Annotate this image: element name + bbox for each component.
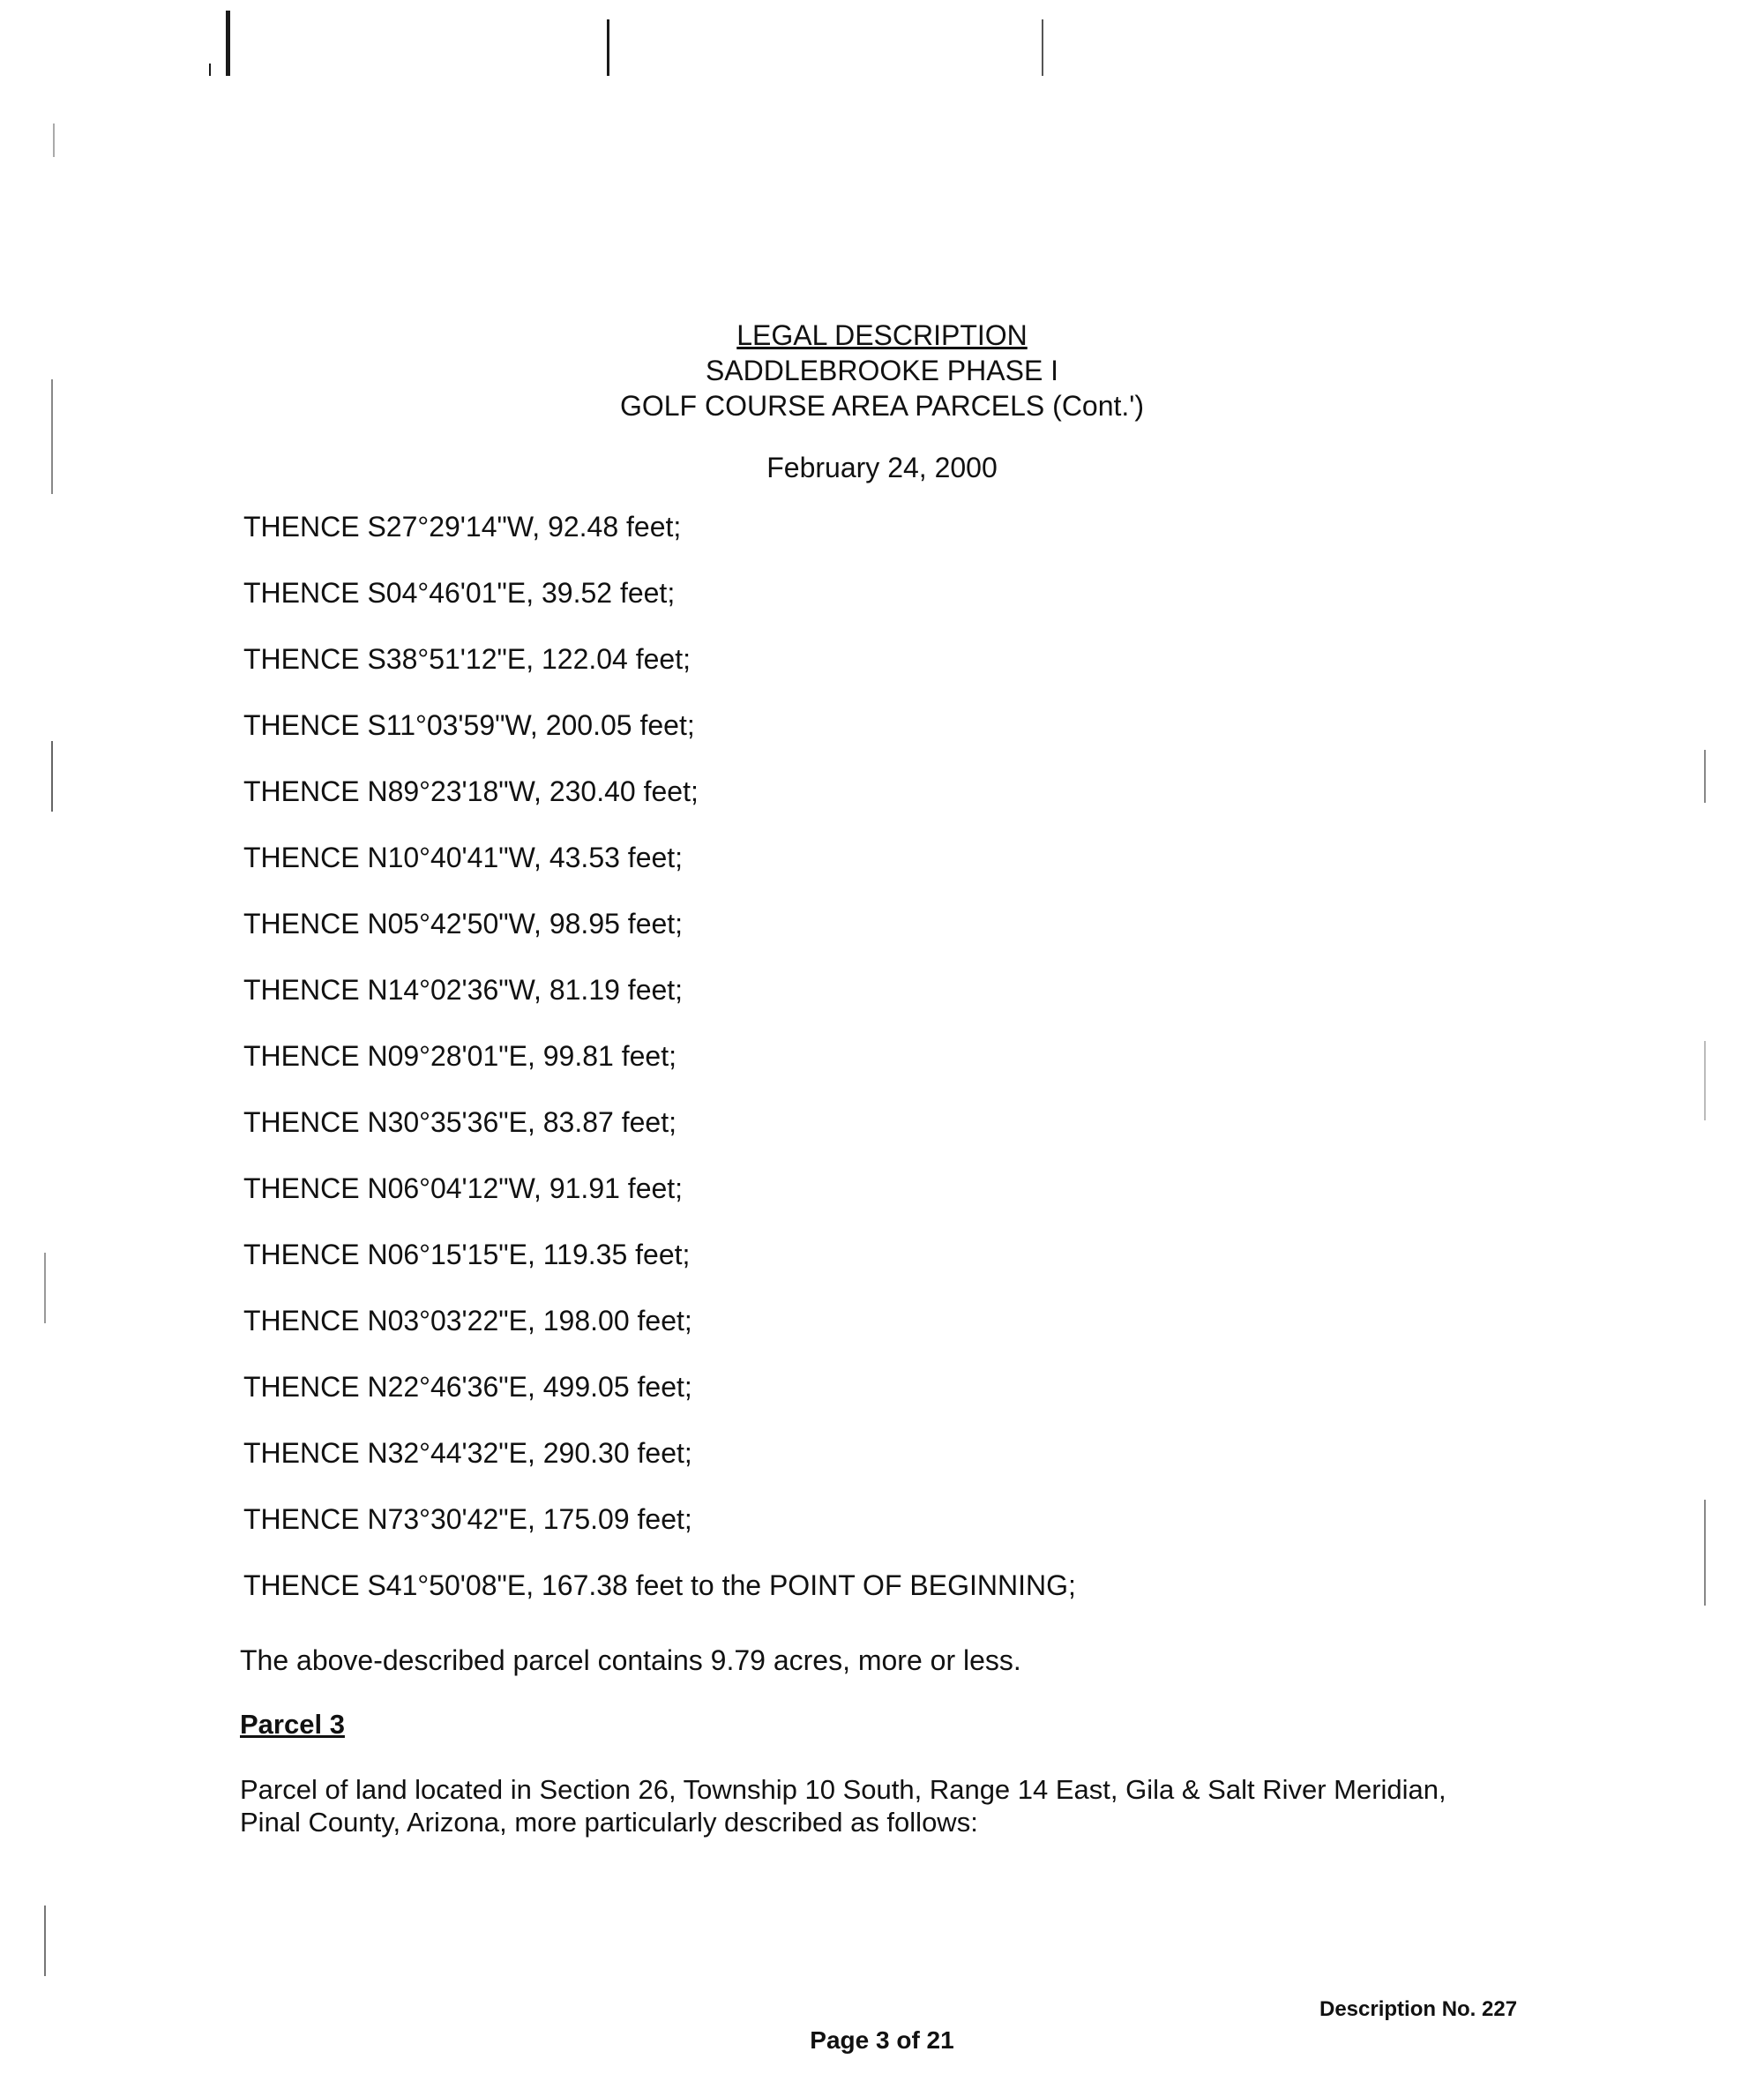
scan-mark <box>1704 750 1706 803</box>
scan-mark <box>44 1906 46 1976</box>
bearing-call: THENCE N03°03'22"E, 198.00 feet; <box>243 1305 692 1337</box>
parcel-description: Parcel of land located in Section 26, Township 10 South, Range 14 East, Gila & Salt River Meridian, Pinal County, Arizona, more particularly described as follows: <box>240 1774 1446 1838</box>
bearing-call: THENCE S27°29'14"W, 92.48 feet; <box>243 511 682 543</box>
document-subtitle: SADDLEBROOKE PHASE I <box>705 355 1059 386</box>
document-header <box>0 318 1764 423</box>
scan-mark <box>607 19 609 76</box>
scan-mark <box>1704 1500 1706 1606</box>
bearing-call: THENCE N10°40'41"W, 43.53 feet; <box>243 842 684 873</box>
bearing-call: THENCE N22°46'36"E, 499.05 feet; <box>243 1371 692 1403</box>
bearing-call: THENCE N32°44'32"E, 290.30 feet; <box>243 1437 692 1469</box>
scan-mark <box>1042 19 1043 76</box>
bearing-call: THENCE N06°15'15"E, 119.35 feet; <box>243 1239 691 1270</box>
bearing-call: THENCE S11°03'59"W, 200.05 feet; <box>243 709 695 741</box>
scan-mark <box>44 1253 46 1323</box>
bearing-call: THENCE N73°30'42"E, 175.09 feet; <box>243 1503 692 1535</box>
scan-mark <box>51 741 53 812</box>
document-section: GOLF COURSE AREA PARCELS (Cont.') <box>619 390 1145 422</box>
bearing-call: THENCE S38°51'12"E, 122.04 feet; <box>243 643 691 675</box>
parcel-heading: Parcel 3 <box>240 1709 345 1740</box>
document-date: February 24, 2000 <box>766 452 998 483</box>
bearing-call: THENCE N89°23'18"W, 230.40 feet; <box>243 775 699 807</box>
scan-mark <box>53 124 55 157</box>
bearing-call: THENCE S04°46'01"E, 39.52 feet; <box>243 577 676 609</box>
bearing-call: THENCE N30°35'36"E, 83.87 feet; <box>243 1106 676 1138</box>
bearing-call: THENCE S41°50'08"E, 167.38 feet to the POINT OF BEGINNING; <box>243 1569 1076 1601</box>
scan-mark <box>209 64 211 76</box>
bearing-call: THENCE N09°28'01"E, 99.81 feet; <box>243 1040 676 1072</box>
bearing-call: THENCE N06°04'12"W, 91.91 feet; <box>243 1172 684 1204</box>
bearing-calls-list <box>243 509 1076 1634</box>
document-title: LEGAL DESCRIPTION <box>736 319 1028 351</box>
bearing-call: THENCE N05°42'50"W, 98.95 feet; <box>243 908 684 940</box>
parcel-area-text: The above-described parcel contains 9.79 acres, more or less. <box>240 1644 1021 1676</box>
description-number: Description No. 227 <box>1319 1997 1518 2021</box>
scan-mark <box>1704 1041 1706 1120</box>
scan-mark <box>226 11 230 76</box>
page-number: Page 3 of 21 <box>810 2026 954 2054</box>
bearing-call: THENCE N14°02'36"W, 81.19 feet; <box>243 974 684 1006</box>
